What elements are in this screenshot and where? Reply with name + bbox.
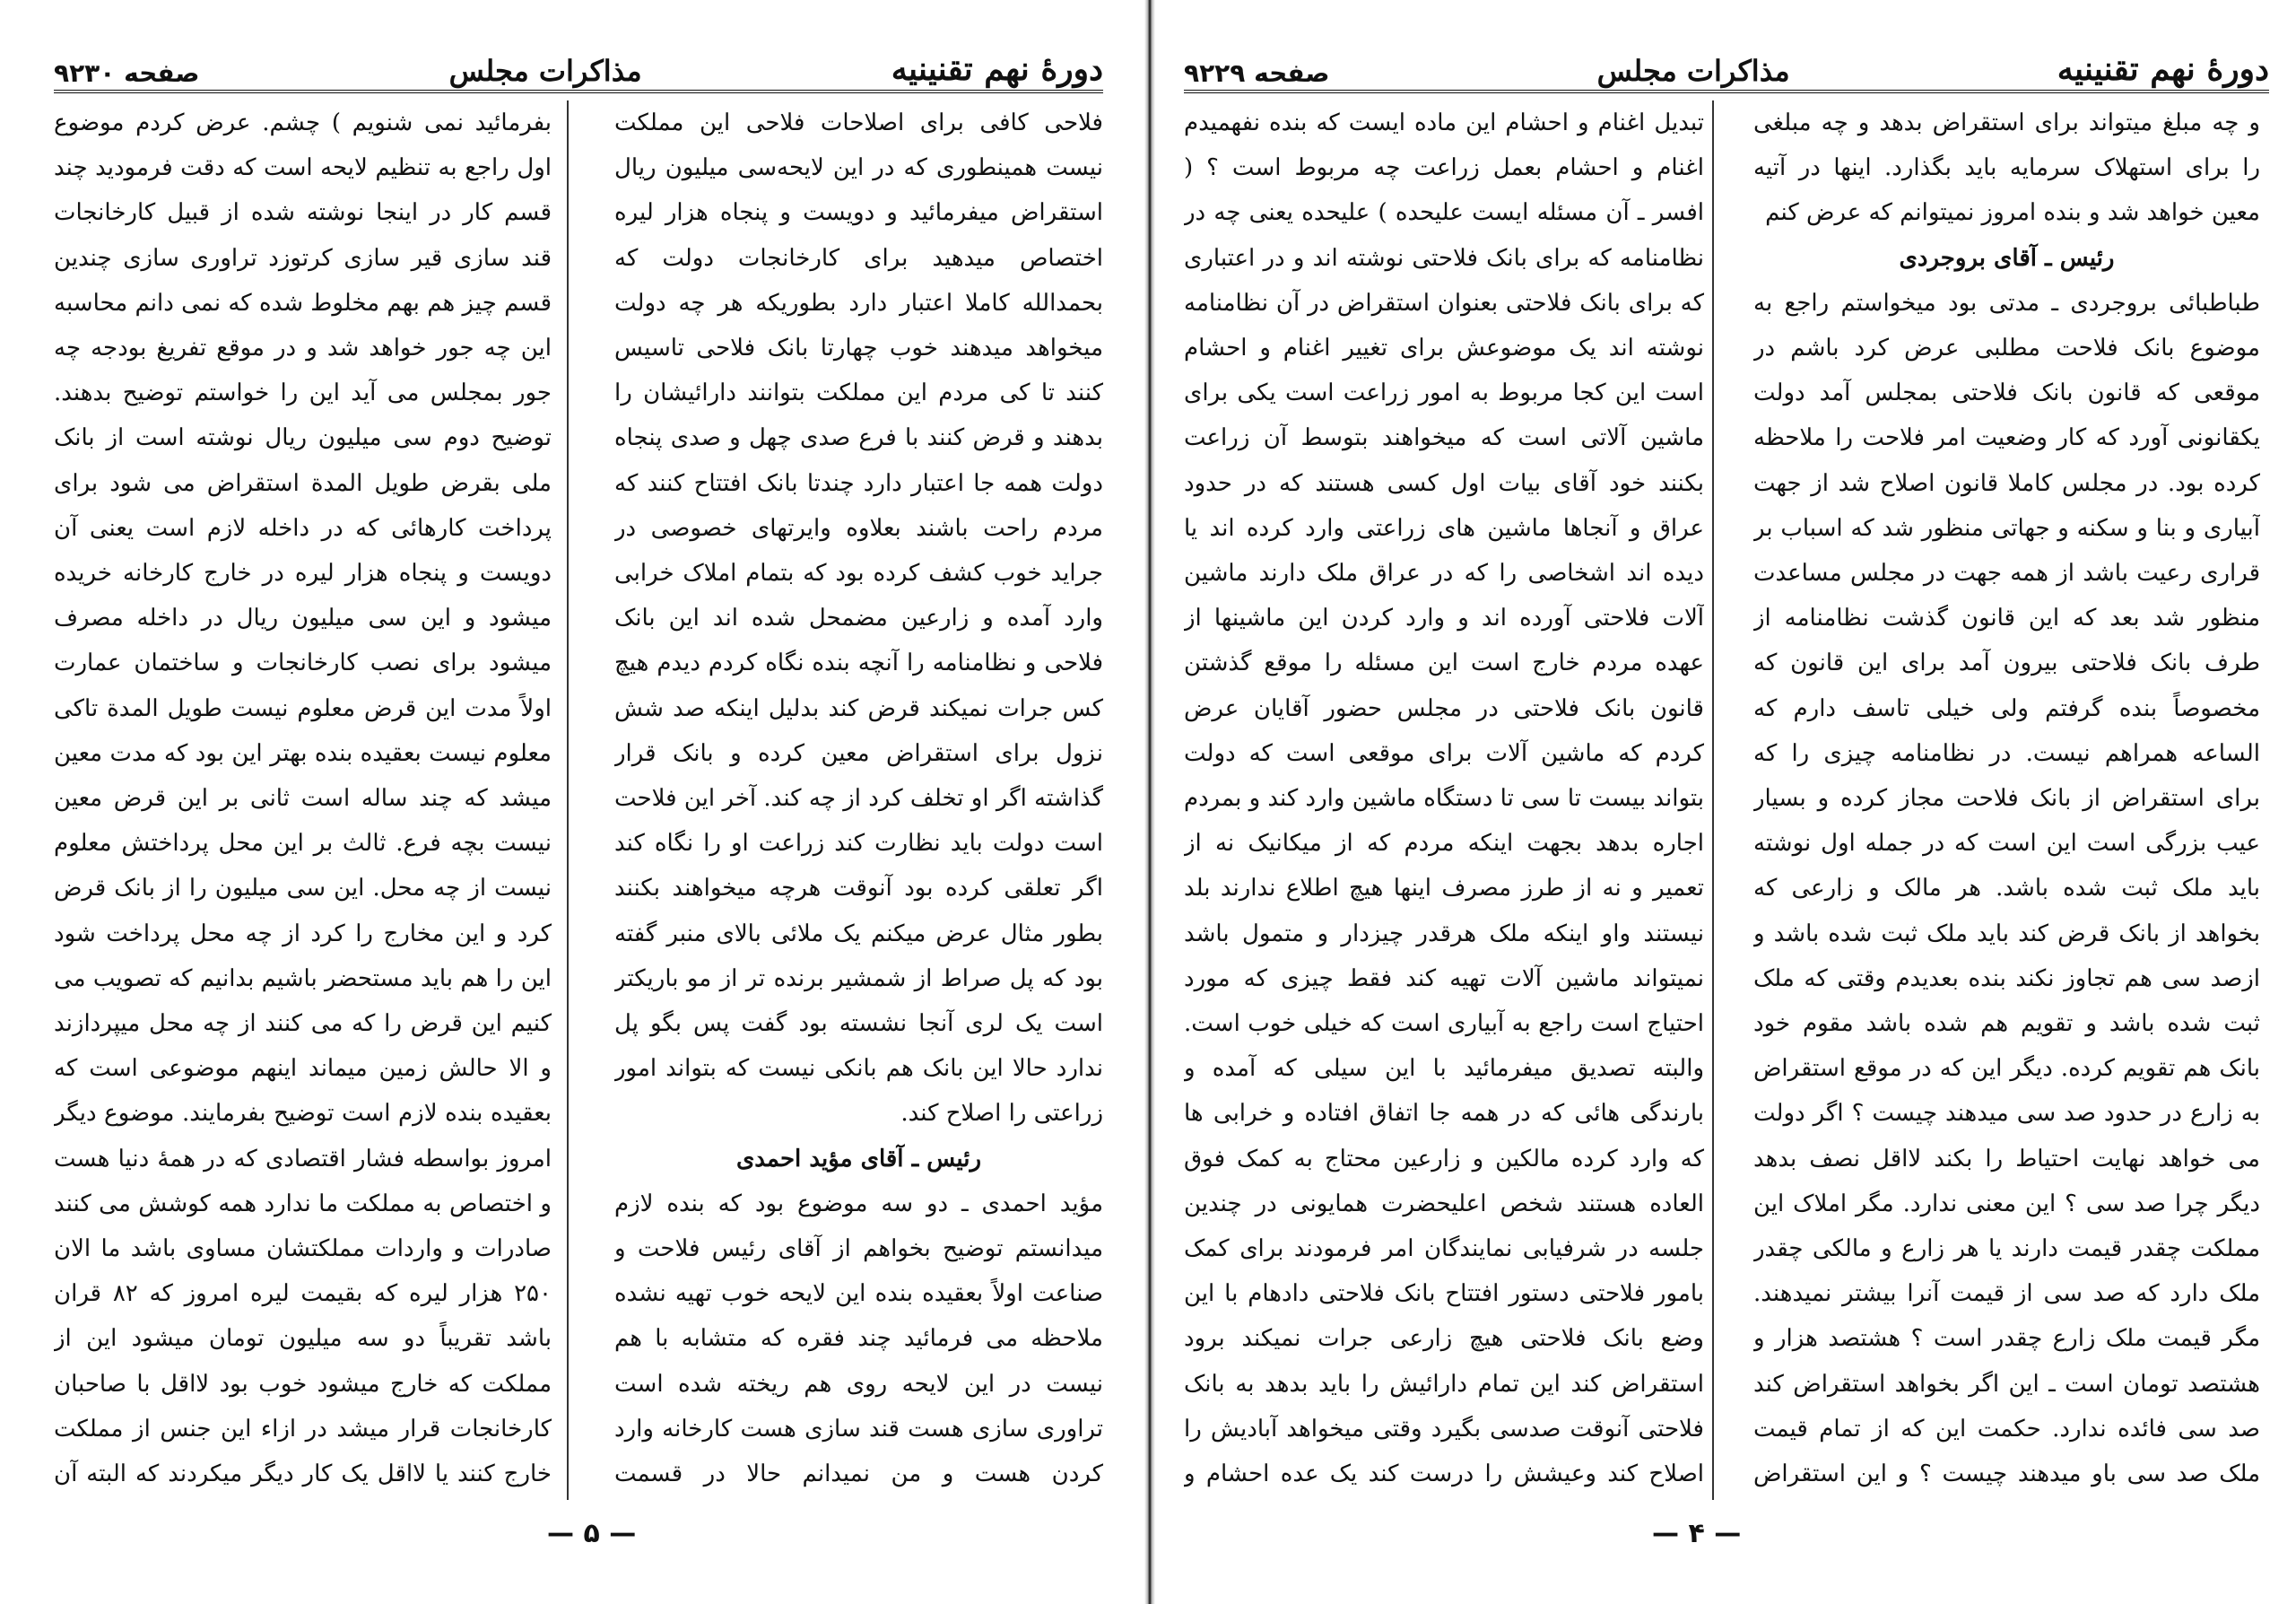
header-title: مذاکرات مجلس (1596, 54, 1790, 88)
page-header (1184, 34, 2269, 88)
header-page-number: صفحه ۹۲۲۹ (1184, 58, 1330, 88)
header-rule (54, 90, 1103, 93)
page-folio: — ۵ — (547, 1518, 637, 1549)
header-title: مذاکرات مجلس (448, 54, 642, 88)
header-rule (1184, 90, 2269, 93)
paragraph: و چه مبلغ میتواند برای استقراض بدهد و چه مبلغی را برای استهلاک سرمایه باید بگذارد. اینها در آتیه معین خواهد شد و بنده امروز نمیتوانم که عرض کنم (1753, 109, 2260, 227)
column-divider (1712, 100, 1714, 1500)
text-column-right (614, 100, 1103, 1500)
header-term: دورهٔ نهم تقنینیه (2057, 50, 2269, 88)
text-column-right (1753, 100, 2260, 1500)
paragraph: تبدیل اغنام و احشام این ماده ایست که بنده نفهمیدم اغنام و احشام بعمل زراعت چه مربوط است ؟ ( افسر ـ آن مسئله ایست علیحده ) علیحده یعنی چه در نظامنامه که برای بانک فلاحتی نوشته اند و در اعتباری که برای بانک فلاحتی بعنوان استقراض در آن نظامنامه نوشته اند یک موضوعش برای تغییر اغنام و احشام است این کجا مربوط به امور زراعت است یکی برای ماشین آلاتی است که میخواهند بتوسط آن زراعت بکنند خود آقای بیات اول کسی هستند که در حدود عراق و آنجاها ماشین های زراعتی وارد کرده اند یا دیده اند اشخاصی را که در عراق ملک دارند ماشین آلات فلاحتی آورده اند و وارد کردن این ماشینها از عهده مردم خارج است این مسئله را موقع گذشتن قانون بانک فلاحتی در مجلس حضور آقایان عرض کردم که ماشین آلات برای موقعی است که دولت بتواند بیست تا سی تا دستگاه ماشین وارد کند و بمردم اجاره بدهد بجهت اینکه مردم که از میکانیک نه از تعمیر و نه از طرز مصرف اینها هیچ اطلاع ندارند بلد نیستند واو اینکه ملک هرقدر چیزدار و متمول باشد نمیتواند ماشین آلات تهیه کند فقط چیزی که مورد احتیاج است راجع به آبیاری است که خیلی خوب است. والبته تصدیق میفرمائید با این سیلی که آمده و بارندگی هائی که در همه جا اتفاق افتاده و خرابی ها که وارد کرده مالکین و زارعین محتاج به کمک فوق العاده هستند شخص اعلیحضرت همایونی در چندین جلسه در شرفیابی نمایندگان امر فرمودند برای کمک بامور فلاحتی دستور افتتاح بانک فلاحتی دادهام با این وضع بانک فلاحتی هیچ زارعی جرات نمیکند برود استقراض کند این تمام دارائیش را باید بدهد به بانک فلاحتی آنوقت صدسی بگیرد وقتی میخواهد آبادیش را اصلاح کند وعیشش را درست کند یک عده احشام و (1184, 109, 1704, 1488)
column-divider (567, 100, 569, 1500)
speaker-heading: رئیس ـ آقای بروجردی (1899, 244, 2115, 272)
paragraph: بفرمائید نمی شنویم ) چشم. عرض کردم موضوع اول راجع به تنظیم لایحه است که دقت فرمودید چند قسم کار در اینجا نوشته شده از قبیل کارخانجات قند سازی قیر سازی کرتوزد تراوری سازی چندین قسم چیز هم بهم مخلوط شده که نمی دانم محاسبه این چه جور خواهد شد و در موقع تفریغ بودجه چه جور بمجلس می آید این را خواستم توضیح بدهند. توضیح دوم سی میلیون ریال نوشته است از بانک ملی بقرض طویل المدة استقراض می شود برای پرداخت کارهائی که در داخله لازم است یعنی آن دویست و پنجاه هزار لیره در خارج کارخانه خریده میشود و این سی میلیون ریال در داخله مصرف میشود برای نصب کارخانجات و ساختمان عمارت اولاً مدت این قرض معلوم نیست طویل المدة تاکی معلوم نیست بعقیده بنده بهتر این بود که مدت معین میشد که چند ساله است ثانی بر این قرض معین نیست بچه فرع. ثالث بر این محل پرداختش معلوم نیست از چه محل. این سی میلیون را از بانک قرض کرد و این مخارج را کرد از چه محل پرداخت شود این را هم باید مستحضر باشیم بدانیم که تصویب می کنیم این قرض را که می کنند از چه محل میپردازند و الا حالش زمین میماند اینهم موضوعی است که بعقیده بنده لازم است توضیح بفرمایند. موضوع دیگر امروز بواسطه فشار اقتصادی که در همهٔ دنیا هست و اختصاص به مملکت ما ندارد همه کوشش می کنند صادرات و واردات مملکتشان مساوی باشد ما الان ۲۵۰ هزار لیره که بقیمت لیره امروز که ۸۲ قران باشد تقریباً دو سه میلیون تومان میشود این از مملکت که خارج میشود خوب بود لااقل با صاحبان کارخانجات قرار میشد در ازاء این جنس از مملکت خارج کنند یا لااقل یک کار دیگر میکردند که البته آن (54, 109, 552, 1488)
text-column-left (1184, 100, 1704, 1500)
paragraph: فلاحی کافی برای اصلاحات فلاحی این مملکت نیست همینطوری که در این لایحه‌سی میلیون ریال استقراض میفرمائید و دویست و پنجاه هزار لیره اختصاص میدهید برای کارخانجات دولت که بحمدالله کاملا اعتبار دارد بطوریکه هر چه دولت میخواهد میدهند خوب چهارتا بانک فلاحی تاسیس کنند تا کی مردم این مملکت بتوانند دارائیشان را بدهند و قرض کنند با فرع صدی چهل و صدی پنجاه دولت همه جا اعتبار دارد چندتا بانک افتتاح کنند که مردم راحت باشند بعلاوه وایرتهای خصوصی در جراید خوب کشف کرده بود که بتمام املاک خرابی وارد آمده و زارعین مضمحل شده اند این بانک فلاحی و نظامنامه را آنچه بنده نگاه کردم دیدم هیچ کس جرات نمیکند قرض کند بدلیل اینکه صد شش نزول برای استقراض معین کرده و بانک قرار گذاشته اگر او تخلف کرد از چه کند. آخر این فلاحت است دولت باید نظارت کند زراعت او را نگاه کند اگر تعلقی کرده بود آنوقت هرچه میخواهند بکنند بطور مثال عرض میکنم یک ملائی بالای منبر گفته بود که پل صراط از شمشیر برنده تر از مو باریکتر است یک لری آنجا نشسته بود گفت پس بگو پل ندارد حالا این بانک هم بانکی نیست که بتواند امور زراعتی را اصلاح کند. (614, 109, 1103, 1128)
header-term: دورهٔ نهم تقنینیه (891, 50, 1103, 88)
speaker-heading: رئیس ـ آقای مؤید احمدی (735, 1145, 982, 1172)
header-page-number: صفحه ۹۲۳۰ (54, 58, 200, 88)
page-header (54, 34, 1103, 88)
right-page (1150, 0, 2296, 1604)
paragraph: طباطبائی بروجردی ـ مدتی بود میخواستم راجع به موضوع بانک فلاحت مطلبی عرض کرد باشم در موقعی که قانون بانک فلاحتی بمجلس آمد دولت یکقانونی آورد که کار وضعیت امر فلاحت را ملاحظه کرده بود. در مجلس کاملا قانون اصلاح شد از جهت آبیاری و بنا و سکنه و جهاتی منظور شد که اسباب بر قراری رعیت باشد از همه جهت در مجلس مساعدت منظور شد بعد که این قانون گذشت نظامنامه از طرف بانک فلاحتی بیرون آمد برای این قانون که مخصوصاً بنده گرفتم ولی خیلی تاسف دارم که الساعه همراهم نیست. در نظامنامه چیزی را که برای استقراض از بانک فلاحت مجاز کرده و بسیار عیب بزرگی است این است که در جمله اول نوشته باید ملک ثبت شده باشد. هر مالک و زارعی که بخواهد از بانک قرض کند باید ملک ثبت شده باشد و ازصد سی هم تجاوز نکند بنده بعدیدم وقتی که ملک ثبت شده باشد و تقویم هم شده باشد مقوم خود بانک هم تقویم کرده. دیگر این که در موقع استقراض به زارع در حدود صد سی میدهند چیست ؟ اگر دولت می خواهد نهایت احتیاط را بکند لااقل نصف بدهد دیگر چرا صد سی ؟ این معنی ندارد. مگر املاک این مملکت چقدر قیمت دارند یا هر زارع و مالکی چقدر ملک دارد که صد سی از قیمت آنرا بیشتر نمیدهند. مگر قیمت ملک زارع چقدر است ؟ هشتصد هزار و هشتصد تومان است ـ این اگر بخواهد استقراض کند صد سی فائده ندارد. حکمت این که از تمام قیمت ملک صد سی باو میدهند چیست ؟ و این استقراض (1753, 289, 2260, 1488)
paragraph: مؤید احمدی ـ دو سه موضوع بود که بنده لازم میدانستم توضیح بخواهم از آقای رئیس فلاحت و صناعت اولاً بعقیده بنده این لایحه خوب تهیه نشده ملاحظه می فرمائید چند فقره که متشابه با هم نیست در این لایحه روی هم ریخته شده است تراوری سازی هست قند سازی هست کارخانه وارد کردن هست و من نمیدانم حالا در قسمت (614, 1190, 1103, 1488)
text-column-left (54, 100, 552, 1500)
page-folio: — ۴ — (1652, 1518, 1742, 1549)
